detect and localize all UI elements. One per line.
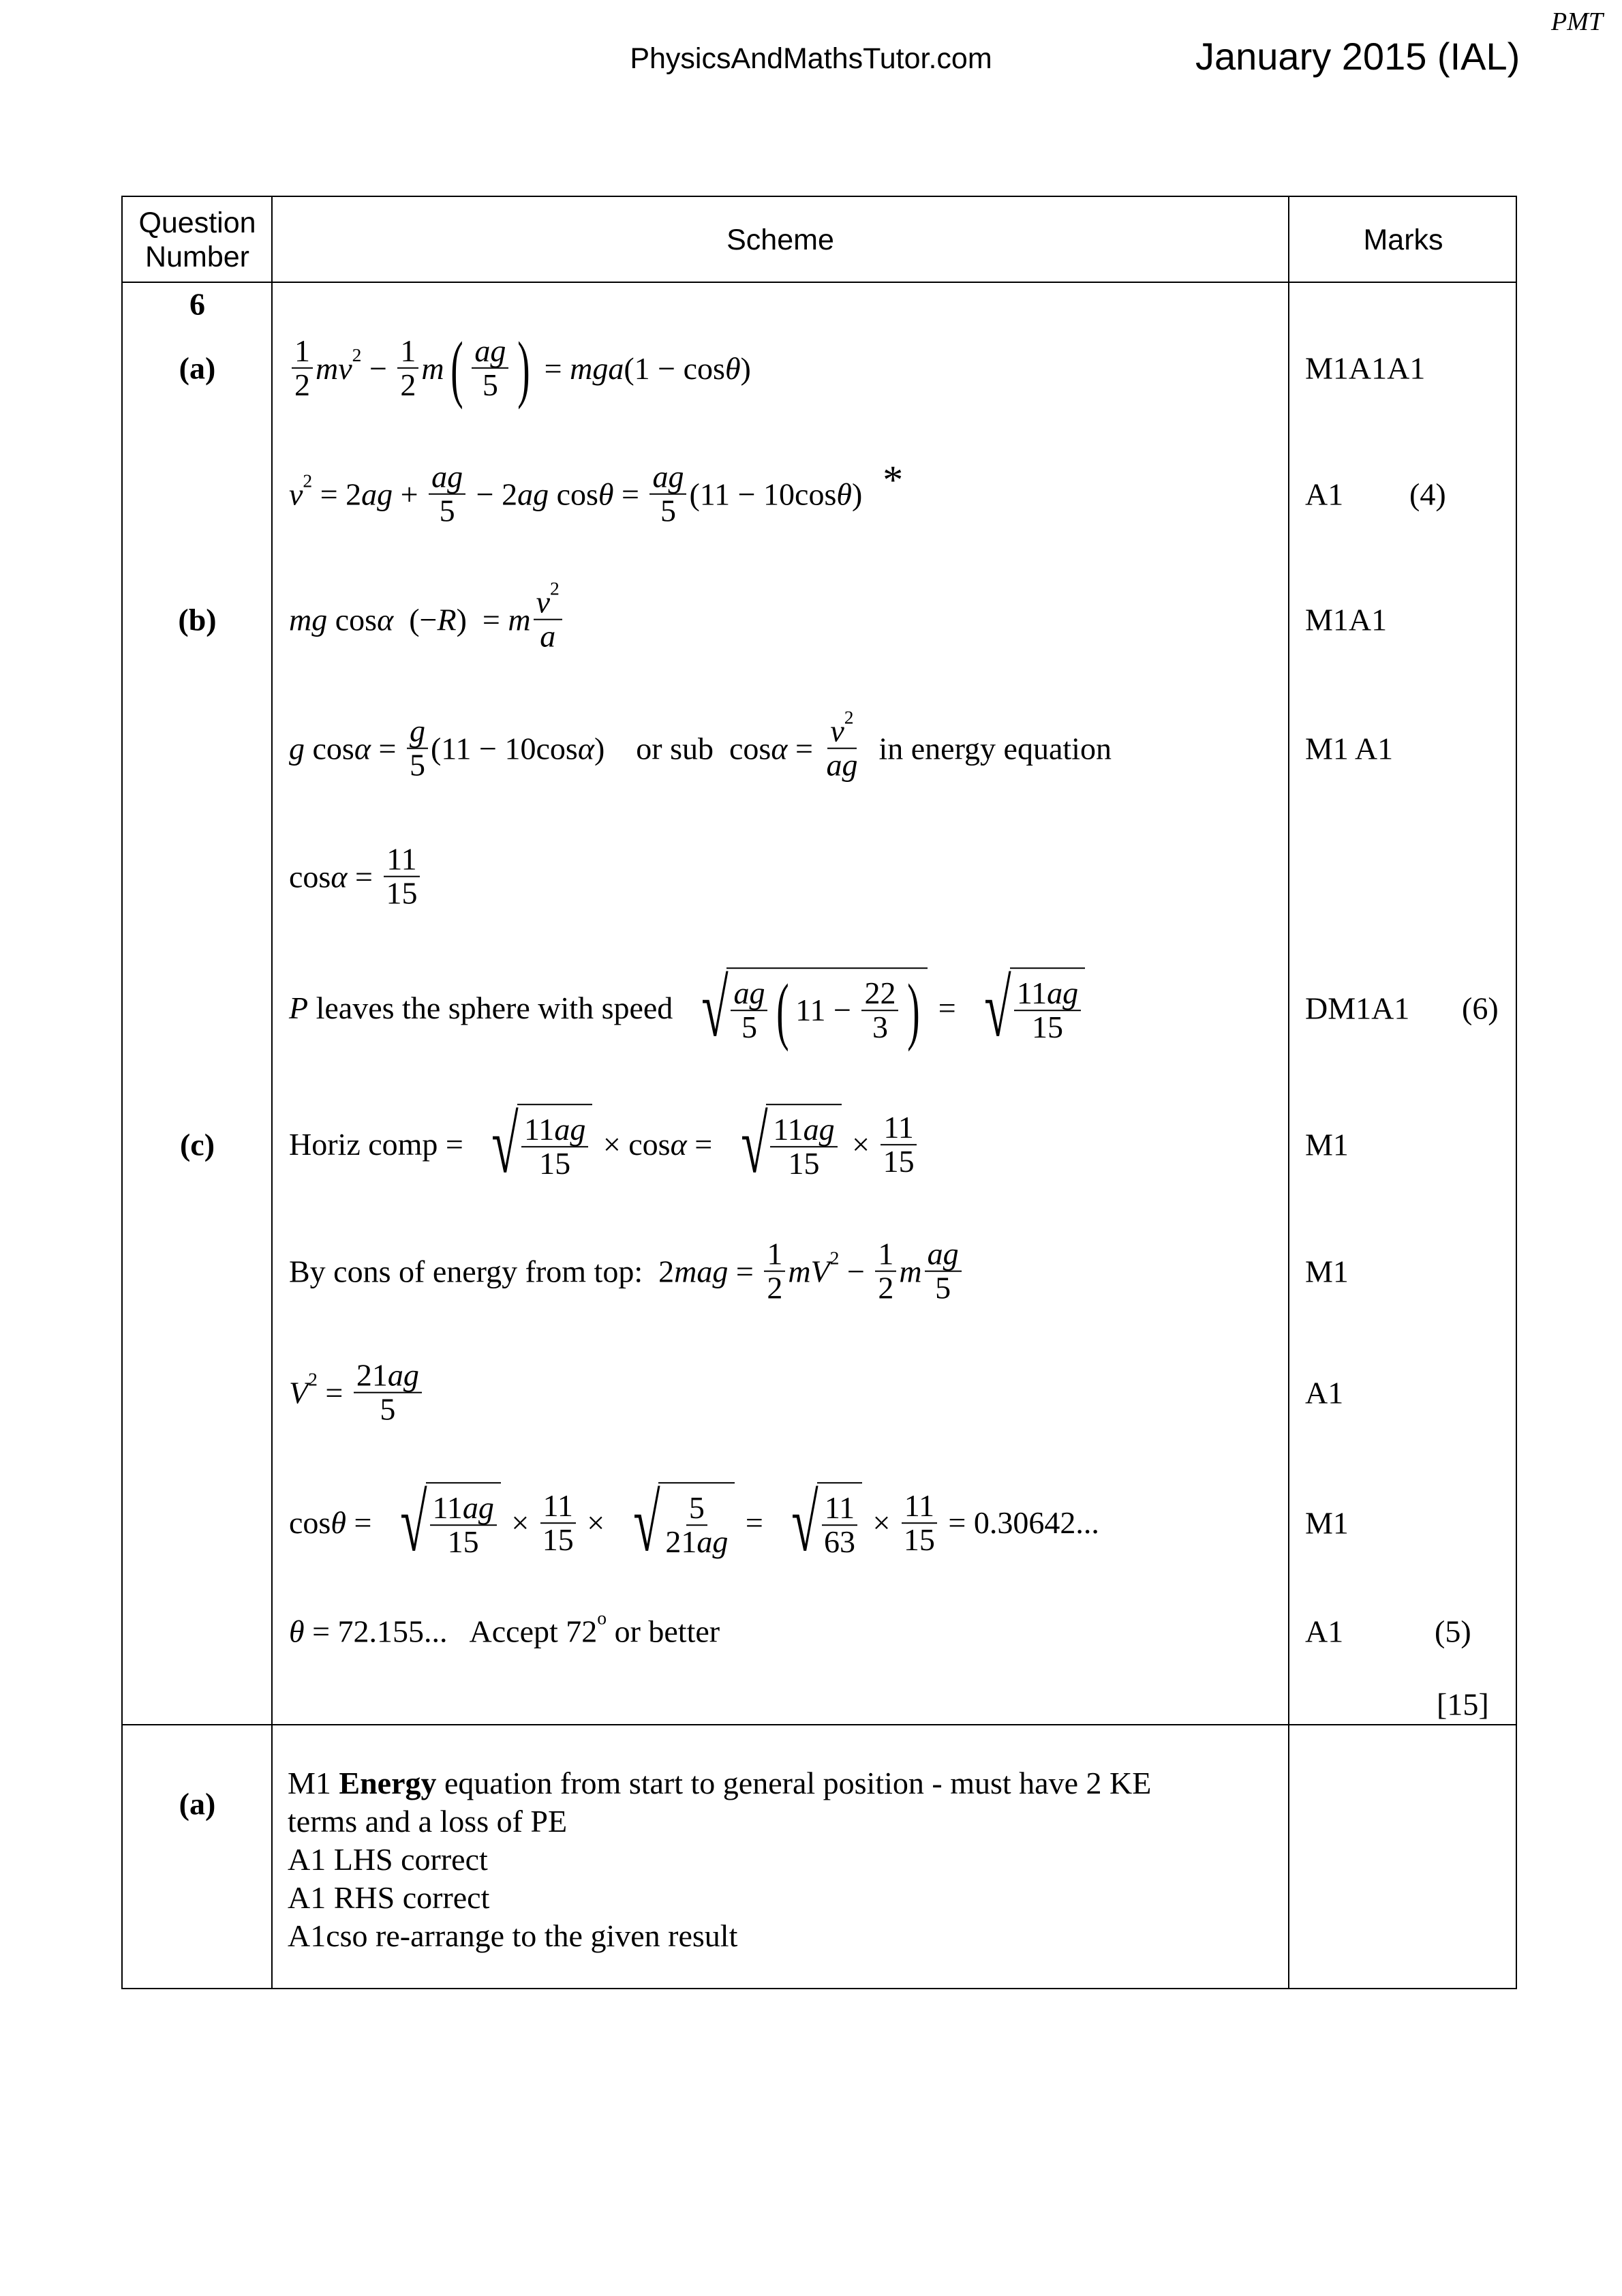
marks-total-c: (5) (1435, 1614, 1471, 1649)
square-root (684, 963, 928, 1054)
math-variable: g (289, 731, 305, 766)
denominator (407, 749, 428, 782)
math-text: 5 (741, 1010, 757, 1044)
radical-sign: √ (701, 963, 729, 1054)
math-variable: ag (927, 1236, 959, 1271)
numerator (925, 1238, 962, 1272)
superscript: 2 (352, 344, 362, 365)
denominator (658, 495, 679, 528)
header-question-number (123, 206, 272, 274)
denominator (932, 1272, 953, 1305)
numerator (534, 578, 562, 620)
math-text: − (839, 1254, 873, 1289)
math-variable: ag (1047, 975, 1079, 1010)
site-name: PhysicsAndMathsTutor.com (630, 42, 992, 75)
math-variable: mv (316, 350, 352, 386)
math-text: = (787, 731, 821, 766)
math-text: 15 (386, 876, 418, 911)
math-variable: α (771, 731, 788, 766)
math-variable: ag (697, 1524, 729, 1559)
math-variable: m (421, 350, 444, 386)
math-text: 21 (665, 1524, 697, 1559)
math-text: or better (607, 1614, 720, 1649)
superscript: 2 (550, 578, 560, 600)
numerator (902, 1487, 937, 1524)
math-variable: mV (788, 1254, 830, 1289)
fraction (534, 578, 562, 654)
math-variable: m (899, 1254, 922, 1289)
superscript: 2 (844, 707, 854, 729)
question-number: 6 (189, 286, 205, 322)
denominator (537, 620, 558, 653)
fraction (881, 1111, 917, 1179)
math-variable: α (377, 602, 394, 637)
denominator (764, 1272, 785, 1305)
math-variable: a (540, 619, 556, 654)
math-variable: θ (724, 350, 741, 386)
math-text: + (393, 477, 427, 512)
scheme-line-a-result (289, 457, 904, 528)
math-variable: α (331, 859, 348, 894)
math-variable: ag (652, 459, 684, 494)
numerator (1014, 977, 1081, 1011)
paren-content (795, 977, 901, 1044)
superscript: 2 (829, 1247, 840, 1269)
numerator (822, 1492, 857, 1526)
marks-c1: M1 (1305, 1127, 1349, 1162)
math-variable: ag (803, 1111, 835, 1147)
fraction (901, 1487, 938, 1557)
math-text: 63 (823, 1524, 855, 1559)
math-text: 11 (1016, 975, 1047, 1010)
math-text: 5 (482, 367, 498, 402)
math-text: (1 − cos (624, 350, 725, 386)
math-text: 11 (542, 1487, 573, 1523)
scheme-line-c-horizontal (289, 1099, 920, 1190)
math-variable: mg (289, 602, 328, 637)
math-text: M1 (288, 1766, 339, 1800)
math-variable: θ (598, 477, 614, 512)
question-total: [15] (1437, 1687, 1489, 1722)
math-text: 15 (883, 1144, 915, 1179)
pmt-label: PMT (1551, 7, 1603, 36)
math-text: 15 (903, 1522, 935, 1557)
math-text: 11 (524, 1111, 555, 1147)
math-text: 15 (542, 1522, 574, 1557)
note-line-2: terms and a loss of PE (288, 1804, 568, 1839)
radical-sign: √ (400, 1477, 427, 1569)
fraction (540, 1487, 577, 1557)
note-line-5: A1cso re-arrange to the given result (288, 1918, 738, 1953)
math-variable: α (577, 731, 594, 766)
row-divider (121, 1724, 1517, 1725)
math-text: 2 (878, 1271, 894, 1305)
scheme-line-c-v-squared (289, 1359, 425, 1427)
fraction (764, 1238, 785, 1305)
column-divider (1288, 196, 1289, 1989)
math-text: 5 (660, 494, 676, 528)
right-paren: ) (517, 326, 530, 410)
math-text: = 0.30642... (940, 1505, 1099, 1541)
math-text: (11 − 10cos (689, 477, 837, 512)
denominator (662, 1526, 731, 1558)
math-text: 5 (439, 494, 455, 528)
scheme-line-b-speed (289, 963, 1088, 1054)
math-text: 11 (883, 1109, 914, 1145)
scheme-line-c-theta (289, 1607, 720, 1650)
math-text: = (346, 1505, 380, 1541)
math-text: 21 (356, 1357, 388, 1393)
fraction (875, 1238, 896, 1305)
square-root (774, 1477, 862, 1569)
marks-c4: M1 (1305, 1505, 1349, 1541)
numerator (397, 335, 418, 369)
math-variable: ag (554, 1111, 586, 1147)
math-variable: α (670, 1127, 687, 1162)
math-variable: ag (431, 459, 463, 494)
math-text: 15 (447, 1524, 479, 1559)
math-variable: ag (474, 333, 506, 368)
column-divider (271, 196, 273, 1989)
numerator (354, 1359, 422, 1393)
fraction (649, 461, 686, 528)
math-text: × cos (595, 1127, 671, 1162)
marks-a1: M1A1A1 (1305, 350, 1426, 386)
numerator (764, 1238, 785, 1272)
marks-a2: A1 (1305, 477, 1344, 512)
fraction (1014, 977, 1081, 1044)
math-text: = (728, 1254, 762, 1289)
right-paren: ) (907, 968, 921, 1052)
radicand (517, 1104, 592, 1185)
math-text: 1 (294, 333, 310, 368)
given-result-star: * (883, 457, 904, 502)
fraction (383, 843, 420, 911)
math-variable: θ (331, 1505, 346, 1541)
scheme-line-b-newton (289, 578, 565, 654)
marks-b1: M1A1 (1305, 602, 1388, 637)
math-text: cos (289, 859, 331, 894)
math-text: 2 (294, 367, 310, 402)
math-text: = (613, 477, 647, 512)
radical-sign: √ (491, 1099, 519, 1190)
note-line-1 (288, 1764, 1151, 1802)
denominator (823, 749, 860, 782)
math-text: = (317, 1375, 351, 1410)
radicand (817, 1482, 862, 1564)
numerator (881, 1111, 916, 1145)
denominator (1029, 1011, 1066, 1044)
math-variable: mag (674, 1254, 729, 1289)
math-text: 15 (788, 1146, 820, 1181)
math-text: 1 (767, 1236, 783, 1271)
math-variable: V (289, 1375, 309, 1410)
math-text: 5 (409, 748, 425, 783)
math-text: 5 (380, 1392, 396, 1427)
fraction (430, 1492, 497, 1559)
math-text: 11 (432, 1490, 463, 1525)
numerator (827, 707, 856, 749)
radical-sign: √ (740, 1099, 768, 1190)
fraction (354, 1359, 422, 1427)
radicand (658, 1482, 735, 1564)
header-scheme: Scheme (726, 224, 834, 256)
note-line-3: A1 LHS correct (288, 1842, 488, 1877)
numerator (861, 977, 898, 1011)
denominator (383, 877, 420, 910)
denominator (377, 1393, 398, 1426)
math-text: = (536, 350, 570, 386)
math-text: = (930, 991, 964, 1026)
math-variable: θ (836, 477, 852, 512)
paren-content (469, 335, 511, 402)
left-paren: ( (450, 326, 463, 410)
denominator (540, 1524, 577, 1556)
denominator (870, 1011, 891, 1044)
scheme-line-a-energy (289, 326, 751, 410)
note-line-4: A1 RHS correct (288, 1880, 490, 1915)
math-variable: θ (289, 1614, 305, 1649)
superscript: 2 (303, 470, 313, 492)
numerator (731, 977, 767, 1011)
math-text: × (844, 1127, 878, 1162)
math-text: = 2 (312, 477, 362, 512)
math-variable: P (289, 991, 309, 1026)
denominator (536, 1147, 573, 1180)
scheme-line-c-energy (289, 1238, 964, 1305)
math-text: = 72.155... Accept 72 (304, 1614, 598, 1649)
exam-session: January 2015 (IAL) (1195, 35, 1520, 78)
marks-c2: M1 (1305, 1254, 1349, 1289)
math-text: (11 − 10cos (430, 731, 578, 766)
math-variable: mga (570, 350, 624, 386)
fraction (521, 1113, 588, 1181)
numerator (472, 335, 508, 369)
math-text: 22 (864, 975, 896, 1010)
numerator (540, 1487, 576, 1524)
marks-b2: M1 A1 (1305, 731, 1394, 766)
fraction (662, 1492, 731, 1559)
square-root (615, 1477, 735, 1569)
radical-sign: √ (791, 1477, 818, 1569)
fraction (472, 335, 508, 402)
numerator (686, 1492, 707, 1526)
math-text: × (579, 1505, 613, 1541)
math-text: = (370, 731, 404, 766)
math-text: × (503, 1505, 537, 1541)
math-text: cos (289, 1505, 331, 1541)
denominator (437, 495, 458, 528)
math-text: ) = (456, 602, 508, 637)
math-text: cos (549, 477, 598, 512)
math-text: leaves the sphere with speed (308, 991, 681, 1026)
header-question-line1: Question (138, 207, 256, 239)
math-text: 11 (904, 1487, 935, 1523)
header-divider (121, 282, 1517, 283)
square-root (474, 1099, 592, 1190)
fraction (823, 707, 860, 783)
math-text: 2 (767, 1271, 783, 1305)
math-text: 3 (872, 1010, 888, 1044)
math-variable: g (409, 713, 425, 749)
math-variable: ag (517, 477, 549, 512)
fraction (397, 335, 418, 402)
left-paren: ( (776, 968, 790, 1052)
math-text: − (361, 350, 395, 386)
math-text: × (864, 1505, 898, 1541)
denominator (881, 1145, 917, 1178)
math-text: 11 − (795, 993, 859, 1028)
math-text: ) (594, 731, 605, 766)
math-variable: R (437, 602, 457, 637)
numerator (875, 1238, 896, 1272)
square-root (723, 1099, 842, 1190)
math-text: equation from start to general position - must have 2 KE (436, 1766, 1152, 1800)
math-variable: v (830, 713, 844, 749)
math-variable: v (289, 477, 303, 512)
math-variable: ag (361, 477, 393, 512)
numerator (407, 715, 428, 749)
math-variable: ag (387, 1357, 419, 1393)
math-text: ) (740, 350, 751, 386)
radicand (726, 967, 928, 1052)
numerator (521, 1113, 588, 1147)
numerator (292, 335, 313, 369)
math-text: 1 (400, 333, 416, 368)
denominator (785, 1147, 822, 1180)
header-question-line2: Number (145, 241, 249, 273)
denominator (901, 1524, 938, 1556)
marks-b4: DM1A1 (1305, 991, 1410, 1026)
parenthesised-group (444, 326, 537, 410)
numerator (430, 1492, 497, 1526)
marks-c3: A1 (1305, 1375, 1344, 1410)
math-text: By cons of energy from top: 2 (289, 1254, 675, 1289)
math-text: 2 (400, 367, 416, 402)
math-text: cos (327, 602, 378, 637)
radical-sign: √ (984, 963, 1011, 1054)
fraction (731, 977, 767, 1044)
marks-total-b: (6) (1462, 991, 1499, 1026)
radical-sign: √ (632, 1477, 660, 1569)
math-text: 15 (539, 1146, 571, 1181)
numerator (384, 843, 419, 877)
math-text: 1 (878, 1236, 894, 1271)
math-text: Horiz comp = (289, 1127, 472, 1162)
header-marks: Marks (1363, 224, 1443, 256)
denominator (875, 1272, 896, 1305)
math-text: 11 (773, 1111, 804, 1147)
numerator (770, 1113, 837, 1147)
fraction (292, 335, 313, 402)
math-text: ) (851, 477, 863, 512)
part-label-c: (c) (179, 1127, 215, 1162)
math-text: (− (393, 602, 438, 637)
math-variable: ag (733, 975, 765, 1010)
denominator (480, 369, 501, 402)
square-root (966, 963, 1085, 1054)
math-text: cos (305, 731, 354, 766)
marks-total-a: (4) (1409, 477, 1446, 512)
bold-text: Energy (339, 1766, 437, 1800)
parenthesised-group (770, 968, 926, 1052)
denominator (445, 1526, 482, 1558)
fraction (861, 977, 898, 1044)
math-text: in energy equation (863, 731, 1112, 766)
denominator (292, 369, 313, 402)
part-label-b: (b) (178, 602, 217, 637)
scheme-line-c-cos-theta (289, 1477, 1099, 1569)
math-text: − 2 (468, 477, 518, 512)
part-label-a: (a) (179, 350, 216, 386)
fraction (821, 1492, 858, 1559)
scheme-line-b-substitute (289, 707, 1112, 783)
marks-c5: A1 (1305, 1614, 1344, 1649)
math-text: 11 (824, 1490, 855, 1525)
notes-part-label-a: (a) (179, 1786, 216, 1822)
denominator (397, 369, 418, 402)
math-variable: v (536, 584, 551, 620)
math-text: 11 (386, 841, 417, 877)
radicand (426, 1482, 501, 1564)
math-variable: m (508, 602, 531, 637)
numerator (429, 461, 465, 495)
fraction (407, 715, 428, 783)
math-text: or sub cos (605, 731, 771, 766)
math-text: = (686, 1127, 720, 1162)
math-text: = (347, 859, 381, 894)
fraction (770, 1113, 837, 1181)
superscript: 2 (308, 1368, 318, 1390)
superscript: o (597, 1607, 607, 1629)
fraction (925, 1238, 962, 1305)
math-variable: α (354, 731, 371, 766)
math-variable: ag (826, 748, 858, 783)
fraction (429, 461, 465, 528)
radicand (1010, 967, 1085, 1049)
scheme-line-b-cos-alpha (289, 843, 423, 911)
math-variable: ag (462, 1490, 494, 1525)
math-text: 5 (935, 1271, 951, 1305)
denominator (739, 1011, 760, 1044)
denominator (821, 1526, 858, 1558)
math-text: = (737, 1505, 771, 1541)
math-text: 5 (688, 1490, 705, 1525)
math-text: 15 (1031, 1010, 1063, 1044)
radicand (766, 1104, 841, 1185)
numerator (649, 461, 686, 495)
square-root (382, 1477, 501, 1569)
